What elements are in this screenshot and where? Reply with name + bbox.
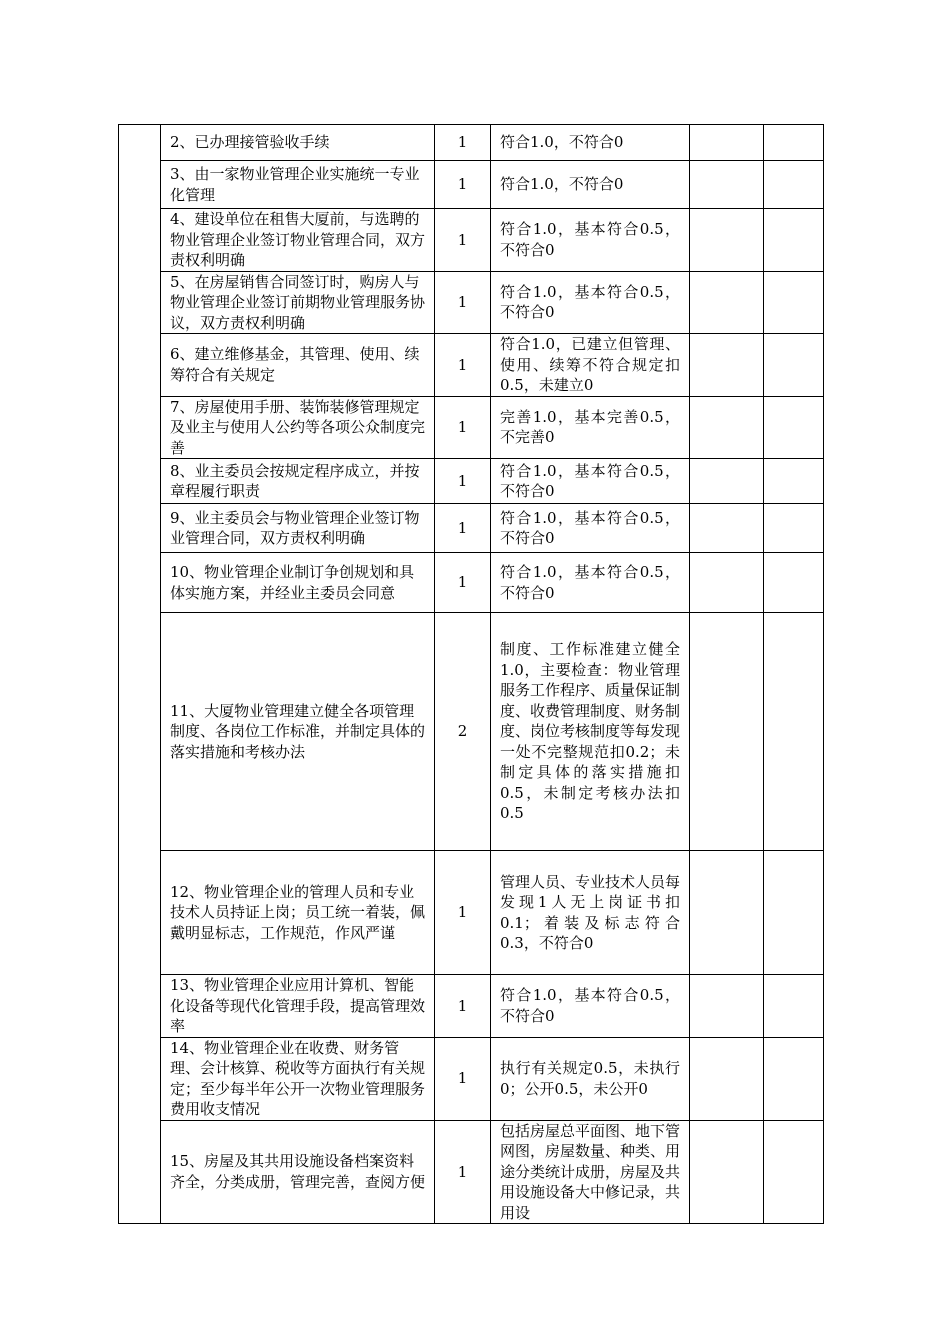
- blank-cell: [764, 504, 824, 553]
- table-row: [119, 1120, 824, 1224]
- blank-cell: [690, 504, 764, 553]
- blank-cell: [764, 209, 824, 272]
- blank-cell: [690, 396, 764, 459]
- standard-cell: 执行有关规定0.5，未执行0；公开0.5，未公开0: [491, 1037, 690, 1120]
- blank-cell: [690, 125, 764, 161]
- item-cell: 3、由一家物业管理企业实施统一专业化管理: [161, 161, 435, 209]
- blank-cell: [764, 553, 824, 613]
- item-cell: 2、已办理接管验收手续: [161, 125, 435, 161]
- standard-cell: 符合1.0，不符合0: [491, 161, 690, 209]
- item-cell: 13、物业管理企业应用计算机、智能化设备等现代化管理手段，提高管理效率: [161, 975, 435, 1038]
- item-cell: 15、房屋及其共用设施设备档案资料齐全，分类成册，管理完善，查阅方便: [161, 1120, 435, 1224]
- blank-cell: [764, 271, 824, 334]
- standard-cell: 制度、工作标准建立健全1.0，主要检查：物业管理服务工作程序、质量保证制度、收费管理制度、财务制度、岗位考核制度等每发现一处不完整规范扣0.2；未制定具体的落实措施扣0.5，未制定考核办法扣0.5: [491, 613, 690, 851]
- standard-cell: 符合1.0，基本符合0.5，不符合0: [491, 209, 690, 272]
- score-cell: 1: [435, 851, 491, 975]
- standard-cell: 符合1.0，已建立但管理、使用、续筹不符合规定扣0.5，未建立0: [491, 334, 690, 397]
- blank-cell: [764, 1120, 824, 1224]
- blank-cell: [690, 613, 764, 851]
- standard-cell: 符合1.0，不符合0: [491, 125, 690, 161]
- table-row: [119, 1037, 824, 1120]
- evaluation-table: [118, 124, 824, 1224]
- standard-cell: 符合1.0，基本符合0.5，不符合0: [491, 975, 690, 1038]
- blank-cell: [690, 209, 764, 272]
- standard-cell: 包括房屋总平面图、地下管网图，房屋数量、种类、用途分类统计成册，房屋及共用设施设备大中修记录，共用设: [491, 1120, 690, 1224]
- score-cell: 1: [435, 125, 491, 161]
- blank-cell: [690, 553, 764, 613]
- score-cell: 1: [435, 271, 491, 334]
- table-row: [119, 334, 824, 397]
- blank-cell: [690, 1120, 764, 1224]
- blank-cell: [764, 975, 824, 1038]
- table-row: [119, 271, 824, 334]
- score-cell: 1: [435, 396, 491, 459]
- table-row: [119, 396, 824, 459]
- standard-cell: 完善1.0，基本完善0.5，不完善0: [491, 396, 690, 459]
- item-cell: 5、在房屋销售合同签订时，购房人与物业管理企业签订前期物业管理服务协议，双方责权利明确: [161, 271, 435, 334]
- item-cell: 14、物业管理企业在收费、财务管理、会计核算、税收等方面执行有关规定；至少每半年公开一次物业管理服务费用收支情况: [161, 1037, 435, 1120]
- item-cell: 7、房屋使用手册、装饰装修管理规定及业主与使用人公约等各项公众制度完善: [161, 396, 435, 459]
- blank-cell: [764, 851, 824, 975]
- item-cell: 11、大厦物业管理建立健全各项管理制度、各岗位工作标准，并制定具体的落实措施和考核办法: [161, 613, 435, 851]
- score-cell: 1: [435, 209, 491, 272]
- score-cell: 1: [435, 334, 491, 397]
- blank-cell: [690, 334, 764, 397]
- blank-cell: [690, 975, 764, 1038]
- score-cell: 1: [435, 504, 491, 553]
- item-cell: 8、业主委员会按规定程序成立，并按章程履行职责: [161, 459, 435, 504]
- score-cell: 1: [435, 1120, 491, 1224]
- table-row: [119, 851, 824, 975]
- blank-cell: [690, 851, 764, 975]
- blank-cell: [690, 1037, 764, 1120]
- item-cell: 10、物业管理企业制订争创规划和具体实施方案，并经业主委员会同意: [161, 553, 435, 613]
- blank-cell: [764, 396, 824, 459]
- standard-cell: 符合1.0，基本符合0.5，不符合0: [491, 459, 690, 504]
- item-cell: 6、建立维修基金，其管理、使用、续筹符合有关规定: [161, 334, 435, 397]
- table-row: [119, 459, 824, 504]
- table-row: [119, 504, 824, 553]
- blank-cell: [764, 125, 824, 161]
- blank-cell: [690, 271, 764, 334]
- table-row: [119, 553, 824, 613]
- category-cell: [119, 125, 161, 1224]
- blank-cell: [764, 1037, 824, 1120]
- score-cell: 1: [435, 161, 491, 209]
- score-cell: 1: [435, 1037, 491, 1120]
- score-cell: 1: [435, 459, 491, 504]
- standard-cell: 符合1.0，基本符合0.5，不符合0: [491, 553, 690, 613]
- standard-cell: 符合1.0，基本符合0.5，不符合0: [491, 271, 690, 334]
- blank-cell: [690, 161, 764, 209]
- blank-cell: [764, 334, 824, 397]
- score-cell: 2: [435, 613, 491, 851]
- item-cell: 9、业主委员会与物业管理企业签订物业管理合同，双方责权利明确: [161, 504, 435, 553]
- standard-cell: 管理人员、专业技术人员每发现1人无上岗证书扣0.1；着装及标志符合0.3，不符合0: [491, 851, 690, 975]
- blank-cell: [764, 161, 824, 209]
- blank-cell: [764, 613, 824, 851]
- table-row: [119, 161, 824, 209]
- score-cell: 1: [435, 975, 491, 1038]
- blank-cell: [690, 459, 764, 504]
- table-row: [119, 975, 824, 1038]
- table-row: [119, 209, 824, 272]
- score-cell: 1: [435, 553, 491, 613]
- table-row: [119, 613, 824, 851]
- item-cell: 4、建设单位在租售大厦前，与选聘的物业管理企业签订物业管理合同，双方责权利明确: [161, 209, 435, 272]
- blank-cell: [764, 459, 824, 504]
- item-cell: 12、物业管理企业的管理人员和专业技术人员持证上岗；员工统一着装，佩戴明显标志，工作规范，作风严谨: [161, 851, 435, 975]
- standard-cell: 符合1.0，基本符合0.5，不符合0: [491, 504, 690, 553]
- table-row: [119, 125, 824, 161]
